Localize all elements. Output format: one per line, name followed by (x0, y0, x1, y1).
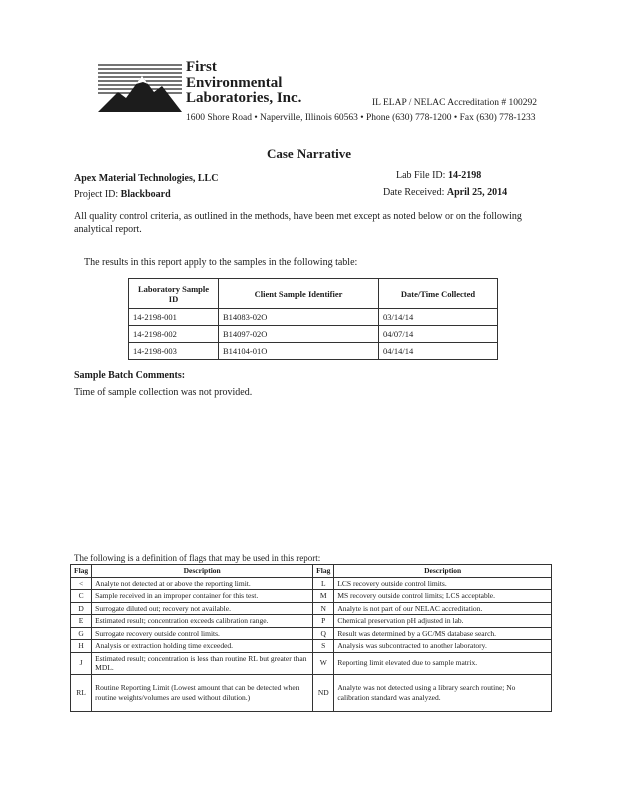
client-sample-id: B14104-01O (219, 343, 379, 360)
flag-description: Result was determined by a GC/MS database search. (334, 627, 552, 640)
lab-sample-id: 14-2198-003 (129, 343, 219, 360)
flag-description: Reporting limit elevated due to sample matrix. (334, 652, 552, 674)
table-row (71, 652, 552, 674)
flag-code: S (313, 640, 334, 653)
flags-table (70, 564, 552, 712)
flag-description: Sample received in an improper container for this test. (92, 590, 313, 603)
client-sample-id: B14097-02O (219, 326, 379, 343)
header-lab-sample-id: Laboratory Sample ID (129, 279, 219, 309)
project-id (74, 189, 171, 200)
qc-statement: All quality control criteria, as outlined in the methods, have been met except as noted below or on the following analytical report. (74, 211, 522, 235)
flag-description: Chemical preservation pH adjusted in lab. (334, 615, 552, 628)
lab-file-label: Lab File ID: (396, 170, 446, 181)
table-row (71, 674, 552, 711)
flag-description: Routine Reporting Limit (Lowest amount that can be detected when routine weights/volumes are used without dilution.) (92, 674, 313, 711)
flag-code: W (313, 652, 334, 674)
company-line-2: Environmental (186, 74, 283, 91)
lab-file-id (396, 170, 481, 181)
flag-code: H (71, 640, 92, 653)
table-row (71, 615, 552, 628)
lab-file-value: 14-2198 (447, 170, 482, 181)
date-collected: 03/14/14 (379, 309, 498, 326)
company-logo (96, 62, 184, 114)
header-client-sample-id: Client Sample Identifier (219, 279, 379, 309)
table-row (71, 590, 552, 603)
flag-code: Q (313, 627, 334, 640)
client-sample-id: B14083-02O (219, 309, 379, 326)
flag-description: Surrogate diluted out; recovery not available. (92, 602, 313, 615)
flag-code: RL (71, 674, 92, 711)
project-id-value: Blackboard (120, 189, 171, 200)
header-date-collected: Date/Time Collected (379, 279, 498, 309)
table-row (129, 309, 498, 326)
flag-code: P (313, 615, 334, 628)
applies-statement: The results in this report apply to the samples in the following table: (84, 257, 358, 268)
company-line-3: Laboratories, Inc. (186, 90, 302, 106)
date-received-label: Date Received: (383, 187, 445, 198)
page-title: Case Narrative (266, 146, 352, 161)
lab-sample-id: 14-2198-002 (129, 326, 219, 343)
header-flag: Flag (71, 565, 92, 578)
header-description: Description (92, 565, 313, 578)
samples-table (128, 278, 498, 360)
date-received (383, 187, 507, 198)
flag-code: C (71, 590, 92, 603)
flag-description: MS recovery outside control limits; LCS acceptable. (334, 590, 552, 603)
table-row (129, 326, 498, 343)
flags-intro: The following is a definition of flags that may be used in this report: (74, 553, 321, 563)
batch-comments-heading: Sample Batch Comments: (74, 370, 186, 381)
flag-code: < (71, 577, 92, 590)
lab-sample-id: 14-2198-001 (129, 309, 219, 326)
flag-description: Estimated result; concentration exceeds calibration range. (92, 615, 313, 628)
batch-comment: Time of sample collection was not provided. (74, 387, 253, 398)
flag-description: Analyte not detected at or above the reporting limit. (92, 577, 313, 590)
flags-header-row (71, 565, 552, 578)
flag-description: Estimated result; concentration is less than routine RL but greater than MDL. (92, 652, 313, 674)
table-row (71, 602, 552, 615)
flag-code: M (313, 590, 334, 603)
company-line-1: First (186, 59, 217, 75)
flag-code: ND (313, 674, 334, 711)
samples-header-row (129, 279, 498, 309)
flag-description: Analysis was subcontracted to another laboratory. (334, 640, 552, 653)
table-row (71, 577, 552, 590)
flag-code: D (71, 602, 92, 615)
flag-description: Surrogate recovery outside control limits. (92, 627, 313, 640)
flag-description: Analyte is not part of our NELAC accreditation. (334, 602, 552, 615)
header-description: Description (334, 565, 552, 578)
accreditation: IL ELAP / NELAC Accreditation # 100292 (372, 98, 537, 108)
date-collected: 04/14/14 (379, 343, 498, 360)
table-row (71, 640, 552, 653)
flag-code: N (313, 602, 334, 615)
flag-description: Analysis or extraction holding time exceeded. (92, 640, 313, 653)
flag-description: LCS recovery outside control limits. (334, 577, 552, 590)
client-name: Apex Material Technologies, LLC (74, 173, 219, 184)
flag-code: G (71, 627, 92, 640)
company-name (186, 60, 301, 107)
date-received-value: April 25, 2014 (446, 187, 508, 198)
flag-code: E (71, 615, 92, 628)
table-row (71, 627, 552, 640)
flag-code: L (313, 577, 334, 590)
header-flag: Flag (313, 565, 334, 578)
flag-description: Analyte was not detected using a library search routine; No calibration standard was analyzed. (334, 674, 552, 711)
company-address: 1600 Shore Road • Naperville, Illinois 60563 • Phone (630) 778-1200 • Fax (630) 778-1233 (186, 113, 536, 123)
project-id-label: Project ID: (74, 189, 119, 200)
table-row (129, 343, 498, 360)
date-collected: 04/07/14 (379, 326, 498, 343)
flag-code: J (71, 652, 92, 674)
